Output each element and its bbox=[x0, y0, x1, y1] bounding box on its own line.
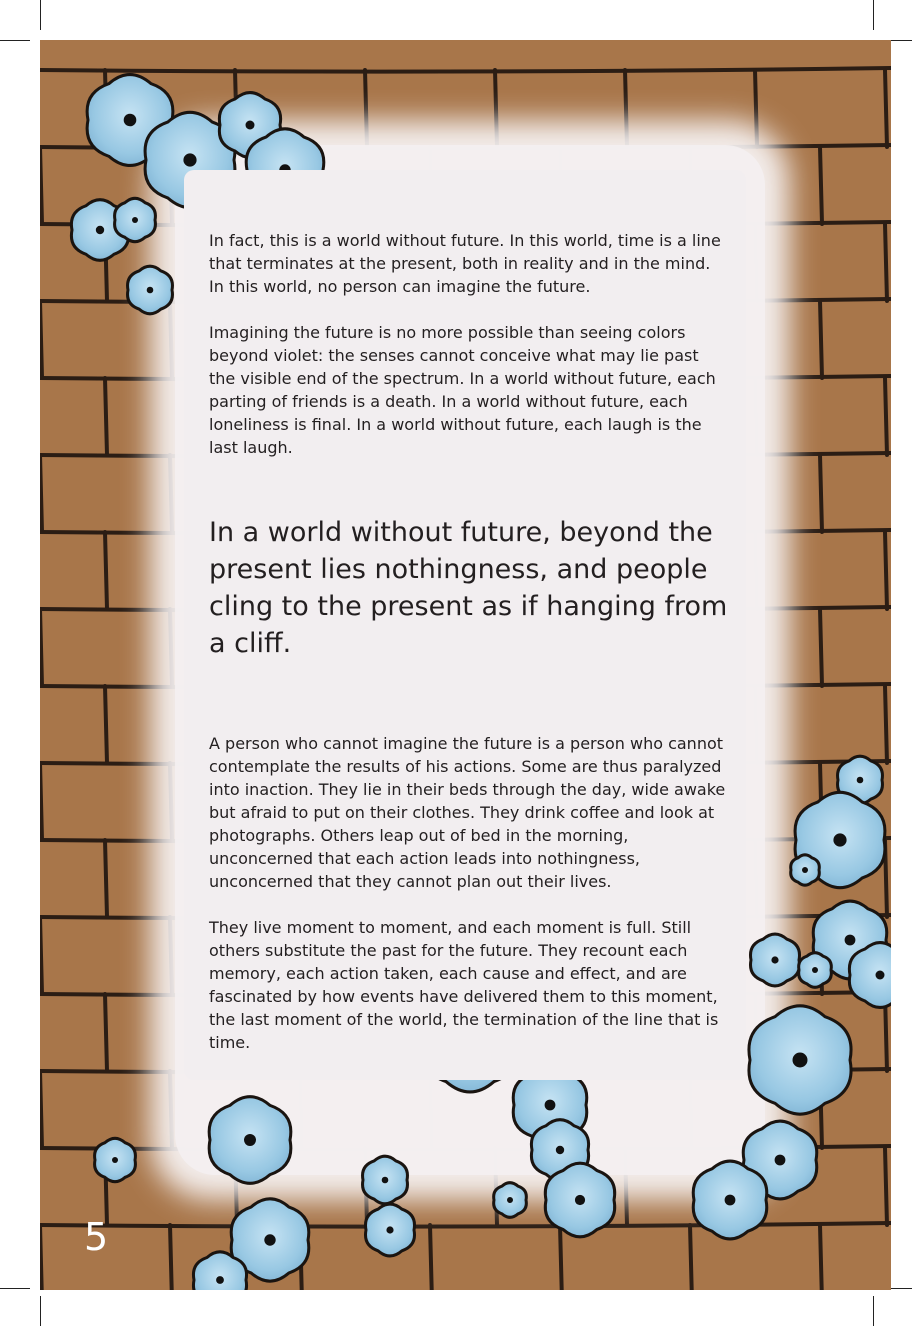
crop-mark-top-left bbox=[40, 0, 41, 30]
paragraph-2: Imagining the future is no more possible than seeing colors beyond violet: the senses cannot conceive what may lie past the visible end of the spectrum. In a world without future, each parting of friends is a death. In a world without future, each loneliness is final. In a world without future, each laugh is the last laugh. bbox=[209, 323, 716, 457]
paragraph-3: A person who cannot imagine the future is a person who cannot contemplate the results of his actions. Some are thus paralyzed into inaction. They lie in their beds through the day, wide awake but afraid to put on their clothes. They drink coffee and look at photographs. Others leap out of bed in the morning, unconcerned that each action leads into nothingness, unconcerned that they cannot plan out their lives. bbox=[209, 734, 726, 891]
crop-mark-bottom-left-h bbox=[0, 1288, 30, 1289]
crop-mark-top-left-h bbox=[0, 40, 30, 41]
crop-mark-top-right bbox=[873, 0, 874, 30]
crop-mark-bottom-right bbox=[873, 1296, 874, 1326]
page-number: 5 bbox=[84, 1215, 109, 1259]
pull-quote: In a world without future, beyond the present lies nothingness, and people cling to the present as if hanging from a cliff. bbox=[209, 517, 728, 659]
paragraph-1: In fact, this is a world without future. In this world, time is a line that terminates at the present, both in reality and in the mind. In this world, no person can imagine the future. bbox=[209, 231, 721, 296]
crop-mark-bottom-left bbox=[40, 1296, 41, 1326]
paragraph-4: They live moment to moment, and each moment is full. Still others substitute the past for the future. They recount each memory, each action taken, each cause and effect, and are fascinated by how events have delivered them to this moment, the last moment of the world, the termination of the line that is time. bbox=[209, 918, 719, 1052]
story-text bbox=[209, 229, 729, 1054]
